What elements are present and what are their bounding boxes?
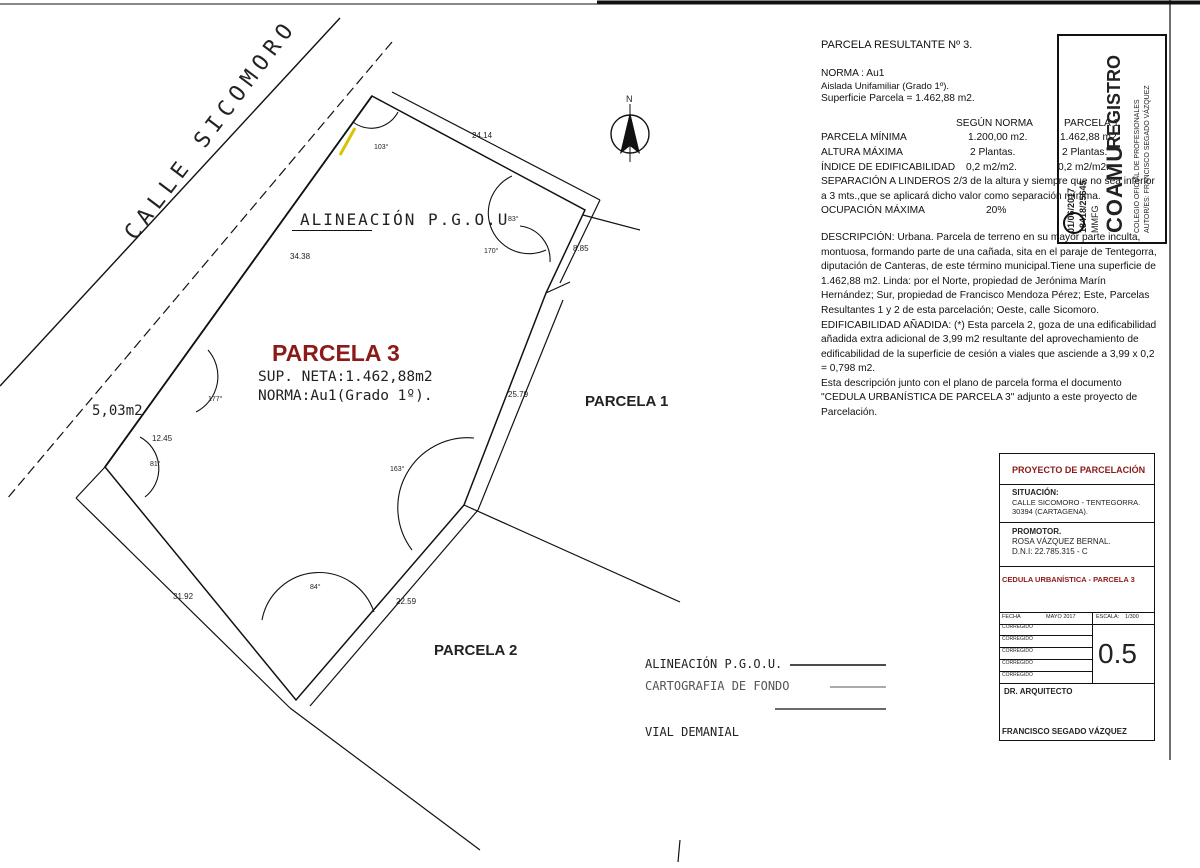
angle-170: 170° xyxy=(484,248,499,255)
angle-arc-163 xyxy=(398,438,474,550)
info-norma: NORMA : Au1 xyxy=(821,67,885,79)
north-ext xyxy=(583,215,640,230)
tb-corregido-list: CORREGIDO CORREGIDO CORREGIDO CORREGIDO CORREGIDO xyxy=(1000,624,1092,683)
tb-situacion-cell: SITUACIÓN: CALLE SICOMORO - TENTEGORRA. 30394 (CARTAGENA). xyxy=(1000,484,1154,523)
north-wall-outer xyxy=(392,92,600,200)
south-wall-outer xyxy=(76,498,290,708)
cession-strip xyxy=(340,128,355,155)
angle-103: 103° xyxy=(374,144,389,151)
tb-cedula: CEDULA URBANÍSTICA - PARCELA 3 xyxy=(1002,575,1135,584)
north-arrow xyxy=(611,104,649,162)
north-east-wall-outer xyxy=(560,200,600,283)
street-label: CALLE SICOMORO xyxy=(120,14,303,246)
dimension-ne: 8.85 xyxy=(573,244,589,253)
legend-alineacion: ALINEACIÓN P.G.O.U. xyxy=(645,657,783,671)
angle-83: 83° xyxy=(508,216,519,223)
dimension-sw: 12.45 xyxy=(152,434,173,443)
parcel-surface: SUP. NETA:1.462,88m2 xyxy=(258,369,433,385)
dimension-se: 22.59 xyxy=(396,597,417,606)
angle-81: 81° xyxy=(150,461,161,468)
north-label: N xyxy=(626,94,633,104)
alineacion-label: ALINEACIÓN P.G.O.U xyxy=(300,210,510,229)
info-superficie: Superficie Parcela = 1.462,88 m2. xyxy=(821,93,975,105)
info-descripcion: DESCRIPCIÓN: Urbana. Parcela de terreno en su mayor parte inculta, montuosa, formando parte de una cañada, sita en el paraje de Tentegorra, diputación de Canteras, de este término municipal.Tiene una superficie de 1.462,88 m2. Linda: por el Norte, propiedad de Jerónima Marín Hernández; Sur, propiedad de Francisco Mendoza Pérez; Este, Parcelas Resultantes 1 y 2 de esta parcelación; Oeste, calle Sicomoro. xyxy=(821,231,1157,316)
stamp-coamu: COAMU xyxy=(1102,144,1127,233)
title-block xyxy=(999,453,1155,741)
dimension-south: 31.92 xyxy=(173,592,194,601)
tb-arquitecto: FRANCISCO SEGADO VÁZQUEZ xyxy=(1002,727,1127,736)
tb-project-cell xyxy=(1000,454,1154,485)
registry-stamp xyxy=(1057,34,1167,244)
info-row-ocupacion: OCUPACIÓN MÁXIMA 20% xyxy=(821,205,1007,217)
legend-vial: VIAL DEMANIAL xyxy=(645,725,739,739)
dimension-north: 24.14 xyxy=(472,131,493,140)
stamp-logo-icon xyxy=(1063,212,1085,234)
alineacion-underline xyxy=(292,230,372,231)
stamp-number: 18418/25645 xyxy=(1078,180,1088,233)
info-heading: PARCELA RESULTANTE Nº 3. xyxy=(821,39,973,51)
info-parcela-col: PARCELA 1 xyxy=(1064,117,1119,129)
angle-arc-170 xyxy=(520,226,550,262)
dimension-east: 25.79 xyxy=(508,390,529,399)
south-west-corner xyxy=(76,467,105,498)
parcel-norma: NORMA:Au1(Grado 1º). xyxy=(258,388,433,404)
angle-177: 177° xyxy=(208,396,223,403)
boundary-parcela-2-south xyxy=(290,708,480,850)
neighbor-parcela-2: PARCELA 2 xyxy=(434,642,518,659)
cession-area: 5,03m2 xyxy=(92,403,143,419)
tb-cedula-cell xyxy=(1000,566,1154,613)
angle-163: 163° xyxy=(390,466,405,473)
stamp-registro: REGISTRO xyxy=(1104,54,1124,149)
tb-fecha-row: FECHA MAYO 2017 ESCALA: 1/300 xyxy=(1000,612,1154,625)
stamp-college: COLEGIO OFICIAL DE PROFESIONALES xyxy=(1134,99,1141,233)
dimension-west: 34.38 xyxy=(290,252,311,261)
info-nota: Esta descripción junto con el plano de parcela forma el documento "CEDULA URBANÍSTICA DE PARCELA 3" adjunto a este proyecto de Parcelación. xyxy=(821,377,1138,419)
stamp-code: MMFG xyxy=(1090,205,1100,233)
tb-sheet-number: 0.5 xyxy=(1098,638,1137,669)
angle-arc-84 xyxy=(262,573,374,620)
tb-project: PROYECTO DE PARCELACIÓN xyxy=(1012,465,1146,475)
tb-promotor-cell: PROMOTOR. ROSA VÁZQUEZ BERNAL. D.N.I: 22.785.315 - C xyxy=(1000,522,1154,567)
parcel-title: PARCELA 3 xyxy=(272,340,400,366)
info-row-minima: PARCELA MÍNIMA 1.200,00 m2. 1.462,88 m2. xyxy=(821,132,1120,144)
tb-arquitecto-label: DR. ARQUITECTO xyxy=(1004,687,1073,696)
info-separacion: SEPARACIÓN A LINDEROS 2/3 de la altura y siempre que no sea inferior a 3 mts.,que se aplicará dicho valor como separación mínima. xyxy=(821,176,1155,202)
south-east-wall-outer xyxy=(310,510,478,706)
boundary-parcela-1-2 xyxy=(464,505,680,602)
info-segun-norma: SEGÚN NORMA xyxy=(956,117,1033,129)
neighbor-parcela-1: PARCELA 1 xyxy=(585,393,669,410)
stamp-author: AUTOR/ES: FRANCISCO SEGADO VÁZQUEZ xyxy=(1144,85,1151,233)
info-row-edificabilidad: ÍNDICE DE EDIFICABILIDAD 0,2 m2/m2. 0,2 m2/m2. xyxy=(821,161,1109,173)
bottom-tick xyxy=(678,840,680,862)
angle-84: 84° xyxy=(310,584,321,591)
east-wall-outer xyxy=(478,300,563,510)
info-edificabilidad-anadida: EDIFICABILIDAD AÑADIDA: (*) Esta parcela 2, goza de una edificabilidad añadida extra adicional de 3,99 m2 resultante del aprovechamiento de edificabilidad de la superficie de cesión a viales que asciende a 3,99 x 0,2 = 0,798 m2. xyxy=(821,319,1157,375)
info-row-altura: ALTURA MÁXIMA 2 Plantas. 2 Plantas. xyxy=(821,146,1108,158)
info-aislada: Aislada Unifamiliar (Grado 1º). xyxy=(821,81,950,93)
stamp-date: 01/06/2017 xyxy=(1066,187,1076,233)
street-line-dashed xyxy=(6,42,392,500)
legend-cartografia: CARTOGRAFIA DE FONDO xyxy=(645,679,790,693)
